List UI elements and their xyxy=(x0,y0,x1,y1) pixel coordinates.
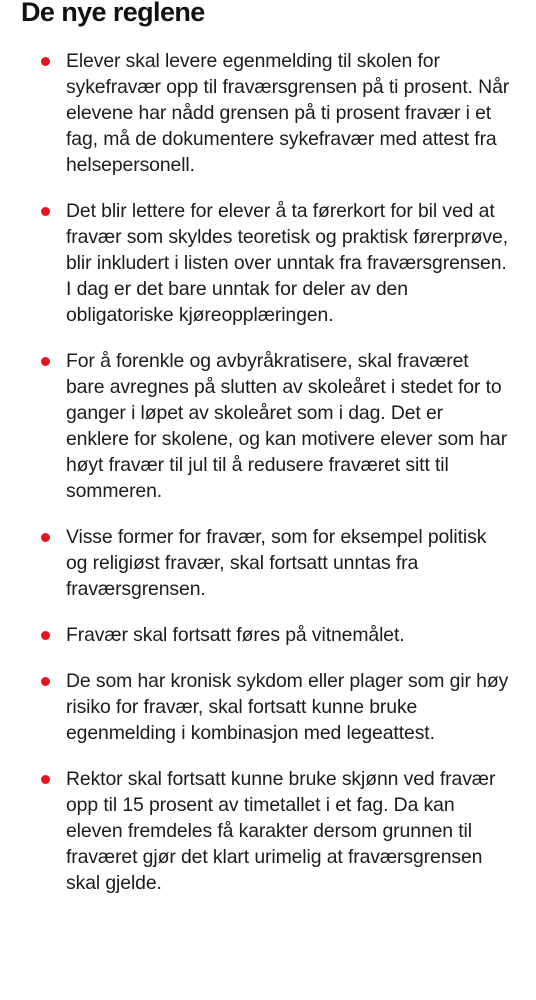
list-item xyxy=(0,668,536,746)
list-item-text: Det blir lettere for elever å ta førerkort for bil ved at fravær som skyldes teoretisk og praktisk førerprøve, blir inkludert i listen over unntak fra fraværsgrensen. I dag er det bare unntak for deler av den obligatoriske kjøreopplæringen. xyxy=(66,200,508,326)
list-item xyxy=(0,524,536,602)
list-item-text: Fravær skal fortsatt føres på vitnemålet. xyxy=(66,624,405,646)
list-item-text: De som har kronisk sykdom eller plager som gir høy risiko for fravær, skal fortsatt kunne bruke egenmelding i kombinasjon med legeattest. xyxy=(66,670,509,744)
list-item-text: Elever skal levere egenmelding til skolen for sykefravær opp til fraværsgrensen på ti prosent. Når elevene har nådd grensen på ti prosent fravær i et fag, må de dokumentere sykefravær med attest fra helsepersonell. xyxy=(66,50,510,176)
section-heading: De nye reglene xyxy=(21,0,205,27)
bullet-dot-icon xyxy=(41,207,50,216)
bullet-dot-icon xyxy=(41,533,50,542)
rules-list xyxy=(0,48,536,916)
bullet-dot-icon xyxy=(41,775,50,784)
bullet-dot-icon xyxy=(41,57,50,66)
list-item-text: Visse former for fravær, som for eksempel politisk og religiøst fravær, skal fortsatt unntas fra fraværsgrensen. xyxy=(66,526,487,600)
list-item xyxy=(0,766,536,896)
list-item-text: For å forenkle og avbyråkratisere, skal fraværet bare avregnes på slutten av skoleåret i stedet for to ganger i løpet av skoleåret som i dag. Det er enklere for skolene, og kan motivere elever som har høyt fravær til jul til å redusere fraværet sitt til sommeren. xyxy=(66,350,508,502)
bullet-dot-icon xyxy=(41,631,50,640)
list-item-text: Rektor skal fortsatt kunne bruke skjønn ved fravær opp til 15 prosent av timetallet i et fag. Da kan eleven fremdeles få karakter dersom grunnen til fraværet gjør det klart urimelig at fraværsgrensen skal gjelde. xyxy=(66,768,496,894)
list-item xyxy=(0,48,536,178)
list-item xyxy=(0,198,536,328)
bullet-dot-icon xyxy=(41,357,50,366)
bullet-dot-icon xyxy=(41,677,50,686)
list-item xyxy=(0,348,536,504)
list-item xyxy=(0,622,536,648)
